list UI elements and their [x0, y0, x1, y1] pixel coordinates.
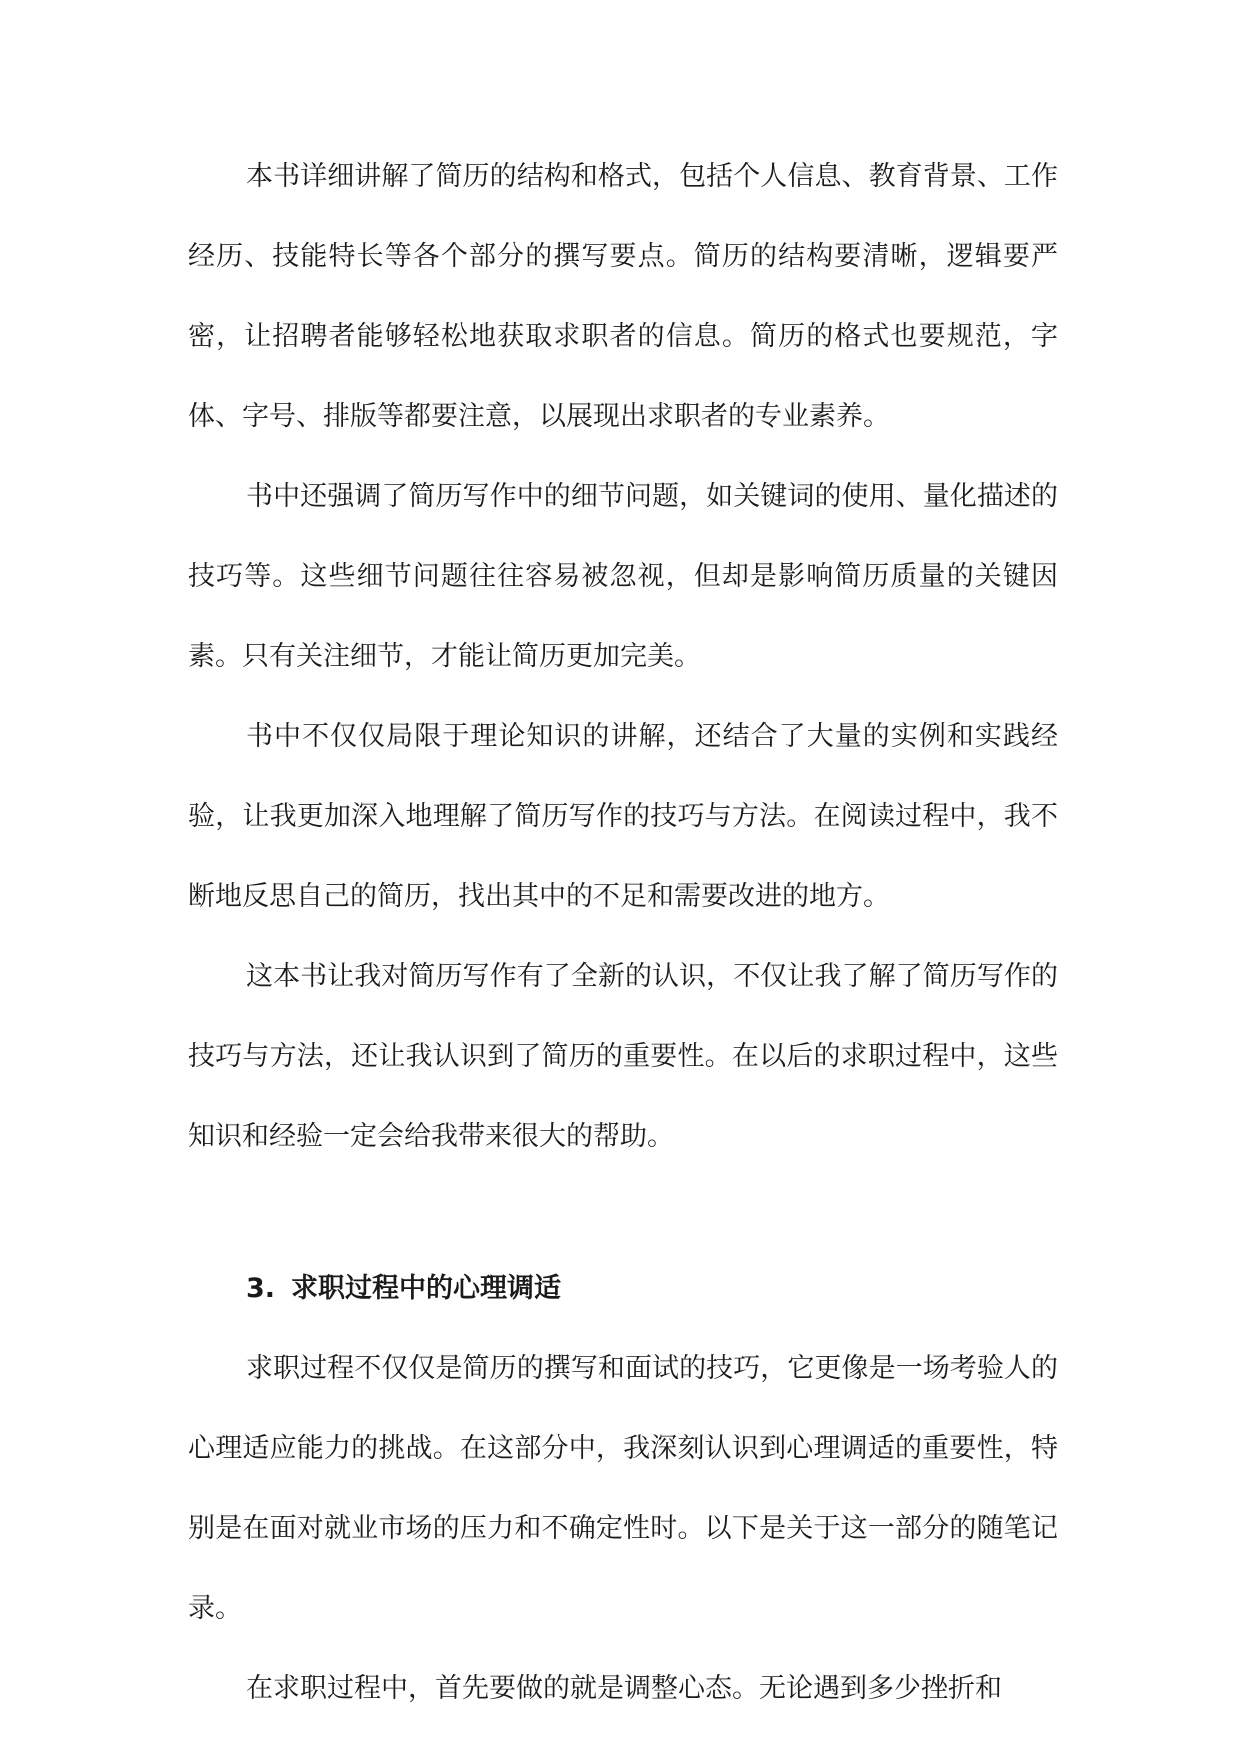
section-number: 3.	[246, 1273, 276, 1304]
paragraph-adjust-mindset: 在求职过程中，首先要做的就是调整心态。无论遇到多少挫折和	[246, 1673, 1002, 1704]
paragraph-psychological-challenge: 求职过程不仅仅是简历的撰写和面试的技巧，它更像是一场考验人的心理适应能力的挑战。在这部分中，我深刻认识到心理调适的重要性，特别是在面对就业市场的压力和不确定性时。以下是关于这一部分的随笔记录。	[188, 1353, 1058, 1624]
section-heading	[188, 1249, 1058, 1329]
section-title: 求职过程中的心理调适	[291, 1273, 562, 1304]
paragraph-resume-structure: 本书详细讲解了简历的结构和格式，包括个人信息、教育背景、工作经历、技能特长等各个部分的撰写要点。简历的结构要清晰，逻辑要严密，让招聘者能够轻松地获取求职者的信息。简历的格式也要规范，字体、字号、排版等都要注意，以展现出求职者的专业素养。	[188, 161, 1058, 432]
paragraph-new-understanding: 这本书让我对简历写作有了全新的认识，不仅让我了解了简历写作的技巧与方法，还让我认识到了简历的重要性。在以后的求职过程中，这些知识和经验一定会给我带来很大的帮助。	[188, 961, 1058, 1152]
paragraph-practice-examples: 书中不仅仅局限于理论知识的讲解，还结合了大量的实例和实践经验，让我更加深入地理解了简历写作的技巧与方法。在阅读过程中，我不断地反思自己的简历，找出其中的不足和需要改进的地方。	[188, 721, 1058, 912]
paragraph-resume-details: 书中还强调了简历写作中的细节问题，如关键词的使用、量化描述的技巧等。这些细节问题往往容易被忽视，但却是影响简历质量的关键因素。只有关注细节，才能让简历更加完美。	[188, 481, 1058, 672]
document-body	[188, 137, 1058, 1729]
